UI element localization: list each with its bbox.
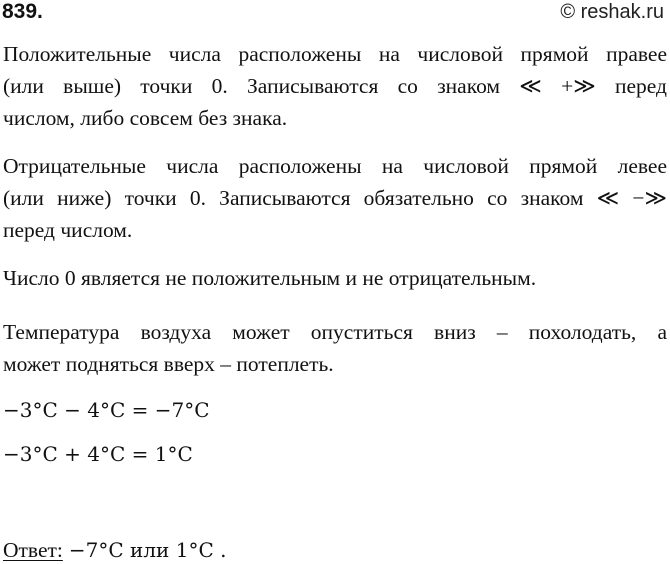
watermark: © reshak.ru (560, 1, 664, 23)
paragraph-line: перед числом. (3, 218, 133, 242)
paragraph-line: (или ниже) точки 0. Записываются обязательно со знаком ≪ −≫ (3, 186, 667, 210)
paragraph-positive-numbers (3, 38, 667, 134)
paragraph-zero (3, 262, 667, 294)
paragraph-line: Положительные числа расположены на числовой прямой правее (3, 42, 667, 66)
paragraph-line: Число 0 является не положительным и не отрицательным. (3, 266, 537, 290)
paragraph-line: Отрицательные числа расположены на числовой прямой левее (3, 154, 667, 178)
answer-label: Ответ: (3, 538, 63, 562)
answer-value: −7°C или 1°C . (68, 538, 227, 562)
paragraph-temperature (3, 316, 667, 380)
paragraph-line: (или выше) точки 0. Записываются со знаком ≪ +≫ перед (3, 74, 667, 98)
equation-subtraction: −3°C − 4°C = −7°C (3, 398, 210, 422)
paragraph-negative-numbers (3, 150, 667, 246)
answer-line (3, 536, 226, 564)
equation-addition: −3°C + 4°C = 1°C (3, 442, 193, 466)
paragraph-line: Температура воздуха может опуститься вниз – похолодать, а (3, 320, 667, 344)
paragraph-line: может подняться вверх – потеплеть. (3, 352, 334, 376)
page-header (2, 0, 664, 24)
paragraph-line: числом, либо совсем без знака. (3, 106, 288, 130)
problem-number: 839. (2, 0, 43, 23)
